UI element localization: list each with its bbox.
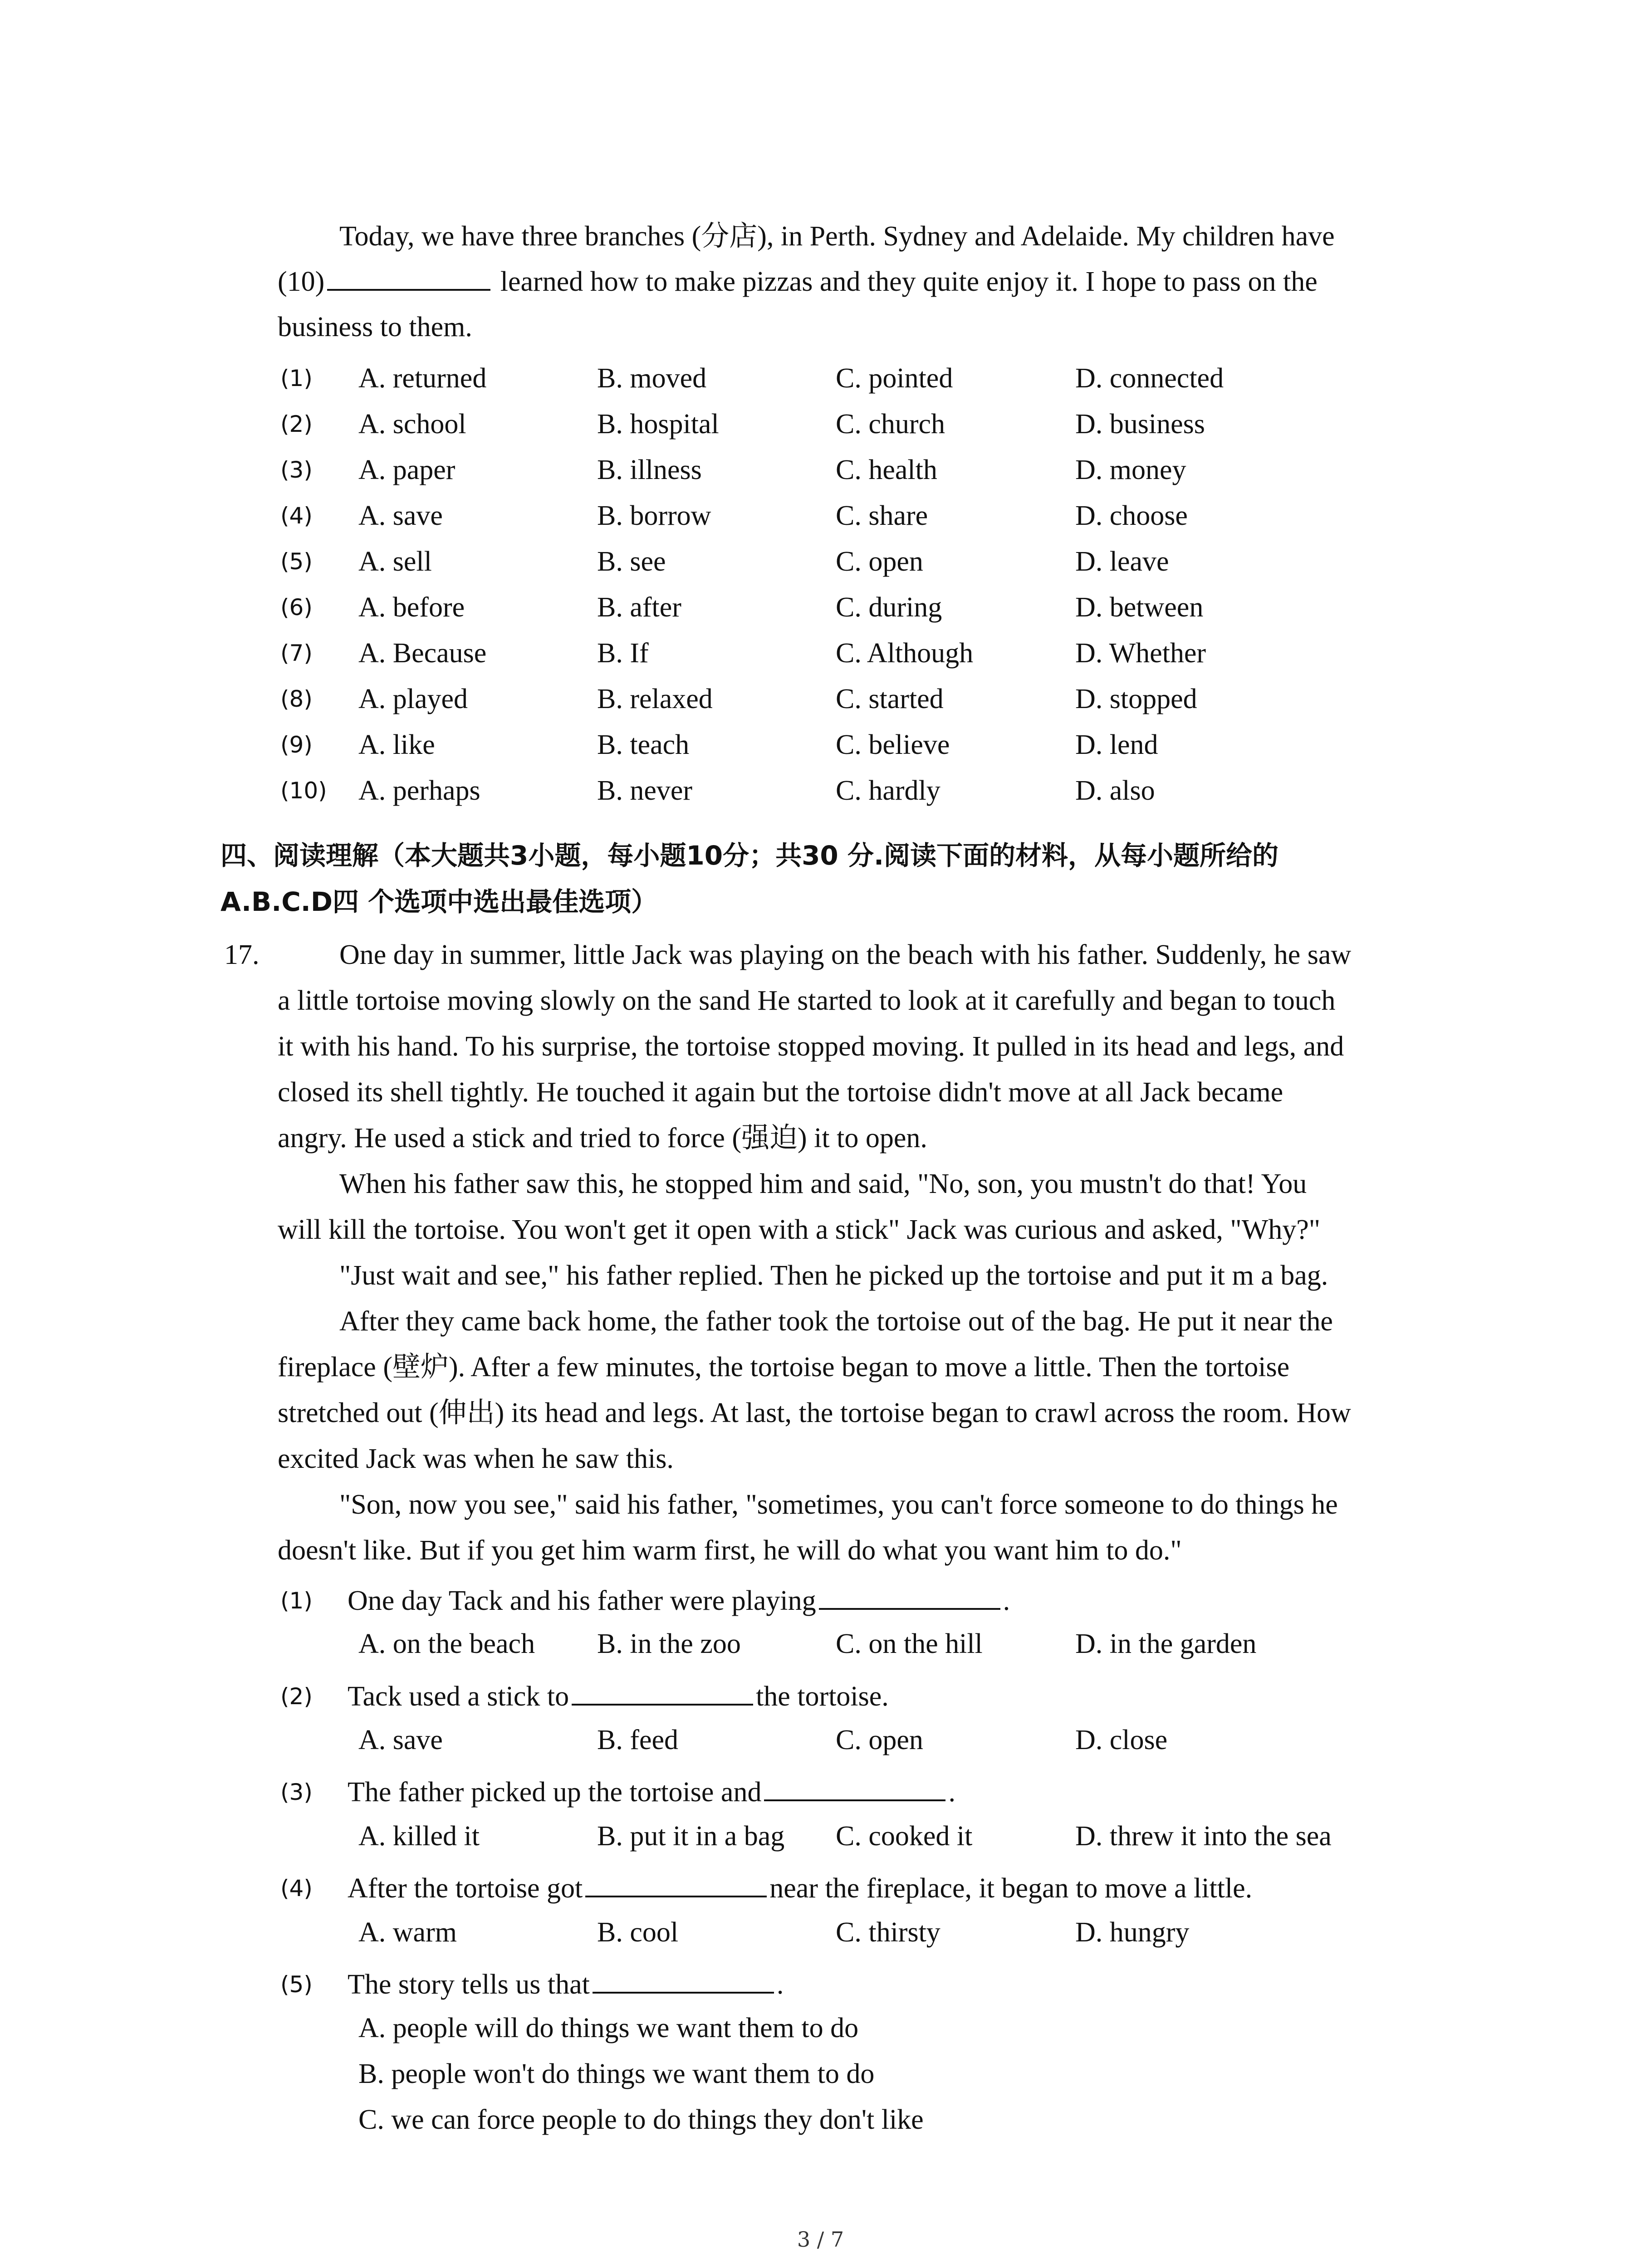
option-a: A. returned <box>358 363 487 394</box>
question-text <box>348 1865 1252 1911</box>
option-b: B. see <box>597 546 666 577</box>
option-c: C. on the hill <box>836 1628 983 1659</box>
option-c: C. believe <box>836 729 950 760</box>
option-b: B. cool <box>597 1917 679 1948</box>
question-stem <box>0 1673 1641 1720</box>
section-heading <box>0 879 1641 925</box>
question-number: (1) <box>280 1588 313 1614</box>
option-a: A. played <box>358 684 468 714</box>
option-number: (7) <box>280 640 313 666</box>
passage-text: One day in summer, little Jack was playing on the beach with his father. Suddenly, he saw <box>339 939 1352 970</box>
option-d: D. close <box>1075 1725 1168 1755</box>
answer-blank <box>819 1580 1000 1610</box>
option-b: B. feed <box>597 1725 679 1755</box>
question-stem <box>0 1865 1641 1911</box>
option-number: (1) <box>280 365 313 391</box>
option-b: B. put it in a bag <box>597 1821 785 1852</box>
option-number: (9) <box>280 732 313 758</box>
option-row <box>0 401 1641 447</box>
passage-text: After they came back home, the father took the tortoise out of the bag. He put it near the <box>339 1306 1333 1337</box>
option-d: D. choose <box>1075 500 1188 531</box>
option-c: C. thirsty <box>836 1917 941 1948</box>
stem-text: One day Tack and his father were playing <box>348 1585 816 1616</box>
stem-text: the tortoise. <box>756 1681 889 1712</box>
option-c: C. we can force people to do things they don't like <box>358 2104 924 2135</box>
question-number: (4) <box>280 1875 313 1901</box>
option-d: D. leave <box>1075 546 1169 577</box>
stem-text: After the tortoise got <box>348 1873 583 1904</box>
passage-line <box>0 1252 1641 1299</box>
option-b: B. hospital <box>597 409 719 440</box>
option-b: B. after <box>597 592 681 623</box>
option-row <box>0 584 1641 631</box>
stem-text: near the fireplace, it began to move a little. <box>769 1873 1253 1904</box>
passage-text: When his father saw this, he stopped him and said, "No, son, you mustn't do that! You <box>339 1168 1307 1199</box>
passage-line <box>0 1390 1641 1436</box>
option-c: C. open <box>836 1725 923 1755</box>
option-b: B. moved <box>597 363 707 394</box>
option-a: A. like <box>358 729 435 760</box>
option-c: C. share <box>836 500 928 531</box>
option-d: D. lend <box>1075 729 1158 760</box>
answer-blank <box>593 1964 774 1994</box>
option-a: A. perhaps <box>358 775 480 806</box>
passage-line <box>0 1023 1641 1070</box>
question-stem <box>0 1578 1641 1624</box>
answer-blank <box>572 1676 753 1706</box>
option-c: C. church <box>836 409 945 440</box>
option-number: (2) <box>280 411 313 437</box>
option-b: B. relaxed <box>597 684 713 714</box>
option-b: B. teach <box>597 729 690 760</box>
option-b: B. in the zoo <box>597 1628 741 1659</box>
option-c: C. health <box>836 455 937 485</box>
passage-text: "Son, now you see," said his father, "sometimes, you can't force someone to do things he <box>339 1489 1338 1520</box>
passage-line <box>0 1344 1641 1390</box>
option-d: D. stopped <box>1075 684 1197 714</box>
passage-text: learned how to make pizzas and they quite enjoy it. I hope to pass on the <box>500 266 1318 297</box>
option-d: D. in the garden <box>1075 1628 1257 1659</box>
option-b: B. people won't do things we want them to do <box>358 2058 875 2089</box>
passage-text: excited Jack was when he saw this. <box>278 1443 674 1474</box>
option-row <box>0 1621 1641 1667</box>
passage-text: Today, we have three branches (分店), in Perth. Sydney and Adelaide. My children have <box>339 221 1335 252</box>
passage-line <box>0 1298 1641 1344</box>
option-row <box>0 767 1641 814</box>
option-a: A. paper <box>358 455 456 485</box>
option-a: A. save <box>358 500 443 531</box>
question-stem <box>0 1961 1641 2008</box>
option-c: C. during <box>836 592 942 623</box>
option-row <box>0 447 1641 493</box>
option-d: D. business <box>1075 409 1205 440</box>
option-number: (4) <box>280 503 313 529</box>
option-c: C. cooked it <box>836 1821 973 1852</box>
option-a: A. killed it <box>358 1821 480 1852</box>
option-a: A. people will do things we want them to do <box>358 2013 859 2043</box>
blank-number: (10) <box>278 266 325 297</box>
option-row <box>0 2097 1641 2143</box>
option-a: A. Because <box>358 638 487 669</box>
option-d: D. money <box>1075 455 1186 485</box>
option-c: C. open <box>836 546 923 577</box>
passage-text: it with his hand. To his surprise, the tortoise stopped moving. It pulled in its head and legs, and <box>278 1031 1344 1062</box>
stem-text: . <box>948 1777 955 1808</box>
passage-text: will kill the tortoise. You won't get it open with a stick" Jack was curious and asked, "Why?" <box>278 1214 1321 1245</box>
answer-blank <box>764 1771 945 1801</box>
passage-text: "Just wait and see," his father replied. Then he picked up the tortoise and put it m a bag. <box>339 1260 1328 1291</box>
question-text <box>348 1673 889 1720</box>
passage-line <box>0 1436 1641 1482</box>
option-c: C. pointed <box>836 363 953 394</box>
passage-line <box>0 978 1641 1024</box>
stem-text: . <box>1003 1585 1010 1616</box>
option-row <box>0 2051 1641 2097</box>
page-number: 3 / 7 <box>797 2227 844 2252</box>
passage-line <box>0 1527 1641 1574</box>
option-d: D. threw it into the sea <box>1075 1821 1332 1852</box>
option-b: B. If <box>597 638 649 669</box>
option-row <box>0 1813 1641 1859</box>
passage-line <box>0 1115 1641 1161</box>
option-d: D. between <box>1075 592 1204 623</box>
option-a: A. warm <box>358 1917 457 1948</box>
option-row <box>0 1909 1641 1955</box>
question-number: (5) <box>280 1971 313 1998</box>
stem-text: The story tells us that <box>348 1969 590 2000</box>
option-d: D. also <box>1075 775 1155 806</box>
question-text <box>348 1961 784 2008</box>
option-c: C. started <box>836 684 944 714</box>
answer-blank <box>327 261 490 291</box>
option-number: (6) <box>280 594 313 621</box>
option-number: (3) <box>280 457 313 483</box>
section-heading-line: 四、阅读理解（本大题共3小题，每小题10分；共30 分.阅读下面的材料，从每小题所给的 <box>220 840 1279 871</box>
passage-line <box>0 932 1641 978</box>
stem-text: . <box>776 1969 784 2000</box>
question-stem <box>0 1769 1641 1815</box>
option-b: B. never <box>597 775 693 806</box>
option-row <box>0 493 1641 539</box>
passage-line <box>0 1481 1641 1528</box>
option-row <box>0 722 1641 768</box>
passage-line <box>0 1207 1641 1253</box>
option-a: A. sell <box>358 546 432 577</box>
option-b: B. illness <box>597 455 702 485</box>
passage-line <box>0 213 1641 259</box>
option-row <box>0 2005 1641 2051</box>
passage-text: business to them. <box>278 312 472 342</box>
passage-line <box>0 1161 1641 1207</box>
passage-text: a little tortoise moving slowly on the sand He started to look at it carefully and began to touch <box>278 985 1336 1016</box>
option-row <box>0 676 1641 722</box>
passage-line <box>0 259 1641 305</box>
passage-text: stretched out (伸出) its head and legs. At last, the tortoise began to crawl across the room. How <box>278 1398 1351 1428</box>
question-text <box>348 1769 955 1815</box>
stem-text: The father picked up the tortoise and <box>348 1777 762 1808</box>
option-c: C. Although <box>836 638 974 669</box>
question-number: 17. <box>224 939 260 970</box>
passage-text <box>278 259 1318 305</box>
passage-line <box>0 304 1641 350</box>
stem-text: Tack used a stick to <box>348 1681 569 1712</box>
option-d: D. Whether <box>1075 638 1206 669</box>
section-heading-line: A.B.C.D四 个选项中选出最佳选项） <box>220 886 658 917</box>
section-heading <box>0 832 1641 879</box>
passage-line <box>0 1069 1641 1115</box>
question-text <box>348 1578 1010 1624</box>
option-a: A. save <box>358 1725 443 1755</box>
option-b: B. borrow <box>597 500 711 531</box>
option-row <box>0 630 1641 676</box>
option-number: (8) <box>280 686 313 712</box>
option-row <box>0 1717 1641 1763</box>
option-d: D. connected <box>1075 363 1224 394</box>
passage-text: doesn't like. But if you get him warm first, he will do what you want him to do." <box>278 1535 1182 1566</box>
passage-text: fireplace (壁炉). After a few minutes, the tortoise began to move a little. Then the tortoise <box>278 1352 1290 1383</box>
passage-text: angry. He used a stick and tried to force (强迫) it to open. <box>278 1123 927 1154</box>
question-number: (2) <box>280 1683 313 1710</box>
answer-blank <box>585 1867 767 1897</box>
option-number: (10) <box>280 777 327 804</box>
option-row <box>0 538 1641 585</box>
option-a: A. school <box>358 409 466 440</box>
option-c: C. hardly <box>836 775 941 806</box>
option-a: A. on the beach <box>358 1628 535 1659</box>
question-number: (3) <box>280 1779 313 1805</box>
passage-text: closed its shell tightly. He touched it again but the tortoise didn't move at all Jack became <box>278 1077 1283 1108</box>
option-row <box>0 355 1641 401</box>
option-d: D. hungry <box>1075 1917 1190 1948</box>
option-number: (5) <box>280 548 313 575</box>
option-a: A. before <box>358 592 465 623</box>
